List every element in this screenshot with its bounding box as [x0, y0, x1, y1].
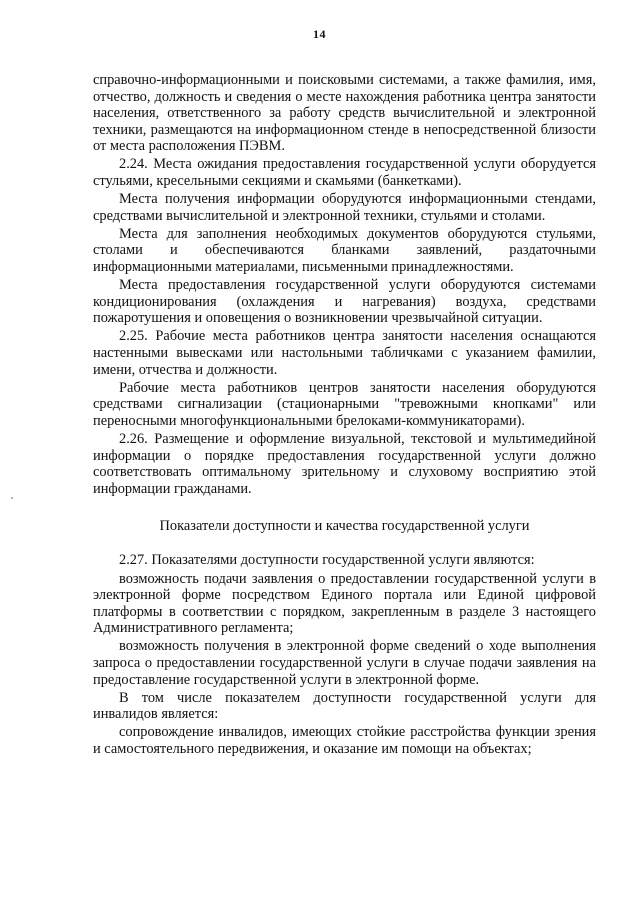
scan-speck: [11, 497, 13, 499]
paragraph: 2.27. Показателями доступности государственной услуги являются:: [119, 552, 535, 569]
paragraph: 2.24. Места ожидания предоставления государственной услуги оборудуется стульями, кресельными секциями и скамьями (банкетками).: [93, 156, 596, 190]
paragraph: сопровождение инвалидов, имеющих стойкие расстройства функции зрения и самостоятельного передвижения, и оказание им помощи на объектах;: [93, 724, 596, 757]
paragraph: Рабочие места работников центров занятости населения оборудуются средствами сигнализации (стационарными "тревожными кнопками" или переносными многофункциональными брелоками-коммуникаторами).: [93, 379, 596, 429]
paragraph: возможность получения в электронной форме сведений о ходе выполнения запроса о предоставлении государственной услуги в случае подачи заявления на предоставление государственной услуги в электронной форме.: [93, 638, 596, 688]
paragraph: В том числе показателем доступности государственной услуги для инвалидов является:: [93, 689, 596, 723]
spacer: [93, 534, 596, 552]
paragraph: справочно-информационными и поисковыми системами, а также фамилия, имя, отчество, должность и сведения о месте нахождения работника центра занятости населения, ответственного за работу средств вычислительной и электронной техники, размещаются на информационном стенде в непосредственной близости от места расположения ПЭВМ.: [93, 72, 596, 155]
paragraph: Места для заполнения необходимых документов оборудуются стульями, столами и обеспечиваются бланками заявлений, раздаточными информационными материалами, письменными принадлежностями.: [93, 225, 596, 276]
paragraph: Места получения информации оборудуются информационными стендами, средствами вычислительной и электронной техники, стульями и столами.: [93, 191, 596, 224]
paragraph: возможность подачи заявления о предоставлении государственной услуги в электронной форме посредством Единого портала или Единой цифровой платформы в соответствии с порядком, закрепленным в разделе 3 настоящего Административного регламента;: [93, 570, 596, 637]
paragraphs-part1: [93, 72, 596, 497]
paragraphs-part2: [93, 552, 596, 757]
page-number: 14: [313, 27, 326, 41]
paragraph: 2.26. Размещение и оформление визуальной, текстовой и мультимедийной информации о порядке предоставления государственной услуги должно соответствовать оптимальному зрительному и слуховому восприятию этой информации гражданами.: [93, 430, 596, 497]
paragraph: 2.25. Рабочие места работников центра занятости населения оснащаются настенными вывесками или настольными табличками с указанием фамилии, имени, отчества и должности.: [93, 328, 596, 378]
spacer: [93, 499, 596, 518]
document-body: [93, 72, 596, 759]
section-heading: Показатели доступности и качества государственной услуги: [159, 517, 530, 534]
paragraph: Места предоставления государственной услуги оборудуются системами кондиционирования (охлаждения и нагревания) воздуха, средствами пожаротушения и оповещения о возникновении чрезвычайной ситуации.: [93, 277, 596, 327]
